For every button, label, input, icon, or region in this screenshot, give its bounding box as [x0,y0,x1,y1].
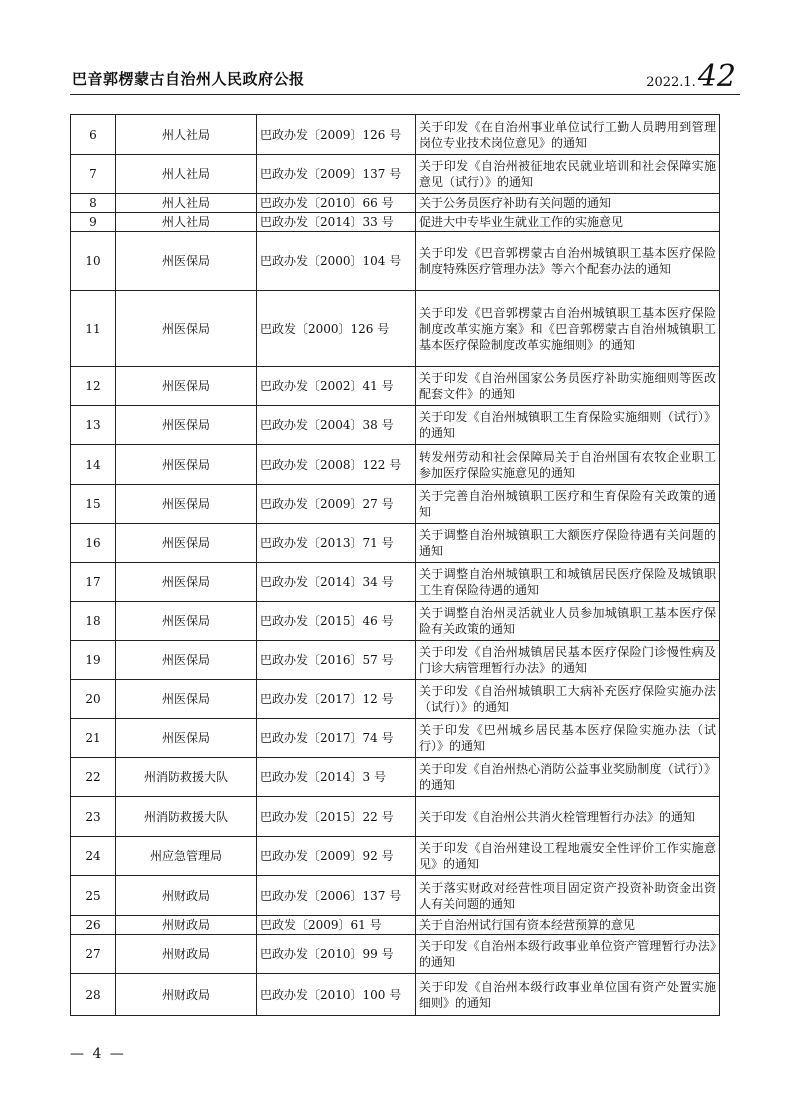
document-number: 巴政办发〔2010〕100 号 [257,974,416,1016]
department: 州财政局 [116,935,257,974]
issue-number: 42 [697,59,736,94]
document-number: 巴政办发〔2017〕12 号 [257,680,416,719]
department: 州医保局 [116,524,257,563]
page-header [70,58,740,95]
row-number: 17 [71,563,116,602]
row-number: 7 [71,155,116,194]
table-row [71,445,720,485]
row-number: 23 [71,797,116,837]
document-title: 关于印发《巴音郭楞蒙古自治州城镇职工基本医疗保险制度特殊医疗管理办法》等六个配套办法的通知 [416,232,720,291]
document-title: 促进大中专毕业生就业工作的实施意见 [416,213,720,232]
table-row [71,291,720,367]
table-row [71,876,720,916]
document-number: 巴政发〔2000〕126 号 [257,291,416,367]
department: 州消防救援大队 [116,797,257,837]
document-title: 关于印发《自治州城镇职工生育保险实施细则（试行）》的通知 [416,406,720,445]
table-row [71,974,720,1016]
document-number: 巴政办发〔2016〕57 号 [257,641,416,680]
department: 州消防救援大队 [116,758,257,797]
document-title: 关于印发《自治州公共消火栓管理暂行办法》的通知 [416,797,720,837]
document-number: 巴政办发〔2009〕92 号 [257,837,416,876]
department: 州人社局 [116,155,257,194]
document-title: 关于印发《自治州城镇职工大病补充医疗保险实施办法（试行）》的通知 [416,680,720,719]
document-number: 巴政办发〔2010〕66 号 [257,194,416,213]
department: 州财政局 [116,876,257,916]
department: 州医保局 [116,445,257,485]
document-number: 巴政办发〔2000〕104 号 [257,232,416,291]
row-number: 6 [71,115,116,155]
row-number: 18 [71,602,116,641]
row-number: 22 [71,758,116,797]
table-row [71,485,720,524]
document-title: 关于完善自治州城镇职工医疗和生育保险有关政策的通知 [416,485,720,524]
document-title: 关于印发《巴音郭楞蒙古自治州城镇职工基本医疗保险制度改革实施方案》和《巴音郭楞蒙古自治州城镇职工基本医疗保险制度改革实施细则》的通知 [416,291,720,367]
document-title: 关于公务员医疗补助有关问题的通知 [416,194,720,213]
document-number: 巴政办发〔2008〕122 号 [257,445,416,485]
department: 州医保局 [116,719,257,758]
document-number: 巴政办发〔2006〕137 号 [257,876,416,916]
document-number: 巴政办发〔2004〕38 号 [257,406,416,445]
row-number: 21 [71,719,116,758]
document-list-table [70,114,720,1016]
row-number: 14 [71,445,116,485]
row-number: 20 [71,680,116,719]
table-row [71,155,720,194]
table-row [71,837,720,876]
document-number: 巴政办发〔2014〕33 号 [257,213,416,232]
department: 州财政局 [116,974,257,1016]
issue-date: 2022.1. [646,75,696,90]
document-title: 关于印发《自治州被征地农民就业培训和社会保障实施意见（试行）》的通知 [416,155,720,194]
table-row [71,194,720,213]
document-title: 关于印发《在自治州事业单位试行工勤人员聘用到管理岗位专业技术岗位意见》的通知 [416,115,720,155]
document-number: 巴政办发〔2015〕46 号 [257,602,416,641]
row-number: 15 [71,485,116,524]
document-number: 巴政办发〔2010〕99 号 [257,935,416,974]
department: 州医保局 [116,602,257,641]
table-row [71,602,720,641]
row-number: 8 [71,194,116,213]
document-title: 关于印发《自治州本级行政事业单位国有资产处置实施细则》的通知 [416,974,720,1016]
row-number: 16 [71,524,116,563]
department: 州应急管理局 [116,837,257,876]
document-title: 关于自治州试行国有资本经营预算的意见 [416,916,720,935]
document-title: 关于印发《自治州建设工程地震安全性评价工作实施意见》的通知 [416,837,720,876]
department: 州医保局 [116,641,257,680]
table-row [71,232,720,291]
page-number: — 4 — [70,1046,126,1062]
department: 州人社局 [116,115,257,155]
table-row [71,524,720,563]
document-title: 关于调整自治州城镇职工和城镇居民医疗保险及城镇职工生育保险待遇的通知 [416,563,720,602]
department: 州人社局 [116,213,257,232]
document-number: 巴政办发〔2009〕27 号 [257,485,416,524]
department: 州财政局 [116,916,257,935]
table-row [71,563,720,602]
document-title: 关于印发《自治州热心消防公益事业奖励制度（试行）》的通知 [416,758,720,797]
table-row [71,758,720,797]
table-row [71,406,720,445]
row-number: 9 [71,213,116,232]
table-row [71,641,720,680]
document-title: 关于调整自治州灵活就业人员参加城镇职工基本医疗保险有关政策的通知 [416,602,720,641]
department: 州医保局 [116,680,257,719]
table-row [71,115,720,155]
document-title: 关于调整自治州城镇职工大额医疗保险待遇有关问题的通知 [416,524,720,563]
document-number: 巴政办发〔2014〕34 号 [257,563,416,602]
department: 州医保局 [116,406,257,445]
department: 州医保局 [116,563,257,602]
row-number: 10 [71,232,116,291]
row-number: 27 [71,935,116,974]
department: 州医保局 [116,367,257,406]
department: 州医保局 [116,232,257,291]
document-title: 转发州劳动和社会保障局关于自治州国有农牧企业职工参加医疗保险实施意见的通知 [416,445,720,485]
document-number: 巴政办发〔2002〕41 号 [257,367,416,406]
table-row [71,680,720,719]
document-number: 巴政办发〔2013〕71 号 [257,524,416,563]
document-number: 巴政办发〔2017〕74 号 [257,719,416,758]
department: 州人社局 [116,194,257,213]
document-title: 关于印发《巴州城乡居民基本医疗保险实施办法（试行）》的通知 [416,719,720,758]
document-title: 关于印发《自治州城镇居民基本医疗保险门诊慢性病及门诊大病管理暂行办法》的通知 [416,641,720,680]
row-number: 28 [71,974,116,1016]
document-title: 关于印发《自治州国家公务员医疗补助实施细则等医改配套文件》的通知 [416,367,720,406]
row-number: 24 [71,837,116,876]
table-row [71,213,720,232]
document-number: 巴政办发〔2014〕3 号 [257,758,416,797]
department: 州医保局 [116,485,257,524]
document-number: 巴政办发〔2009〕126 号 [257,115,416,155]
department: 州医保局 [116,291,257,367]
row-number: 25 [71,876,116,916]
row-number: 13 [71,406,116,445]
table-row [71,935,720,974]
row-number: 19 [71,641,116,680]
table-body [71,115,720,1016]
table-row [71,797,720,837]
table-row [71,916,720,935]
document-title: 关于落实财政对经营性项目固定资产投资补助资金出资人有关问题的通知 [416,876,720,916]
row-number: 12 [71,367,116,406]
row-number: 11 [71,291,116,367]
document-title: 关于印发《自治州本级行政事业单位资产管理暂行办法》的通知 [416,935,720,974]
document-number: 巴政办发〔2009〕137 号 [257,155,416,194]
issue-info [646,59,736,94]
table-row [71,719,720,758]
table-row [71,367,720,406]
document-number: 巴政办发〔2015〕22 号 [257,797,416,837]
row-number: 26 [71,916,116,935]
document-number: 巴政发〔2009〕61 号 [257,916,416,935]
publication-title: 巴音郭楞蒙古自治州人民政府公报 [72,70,305,88]
